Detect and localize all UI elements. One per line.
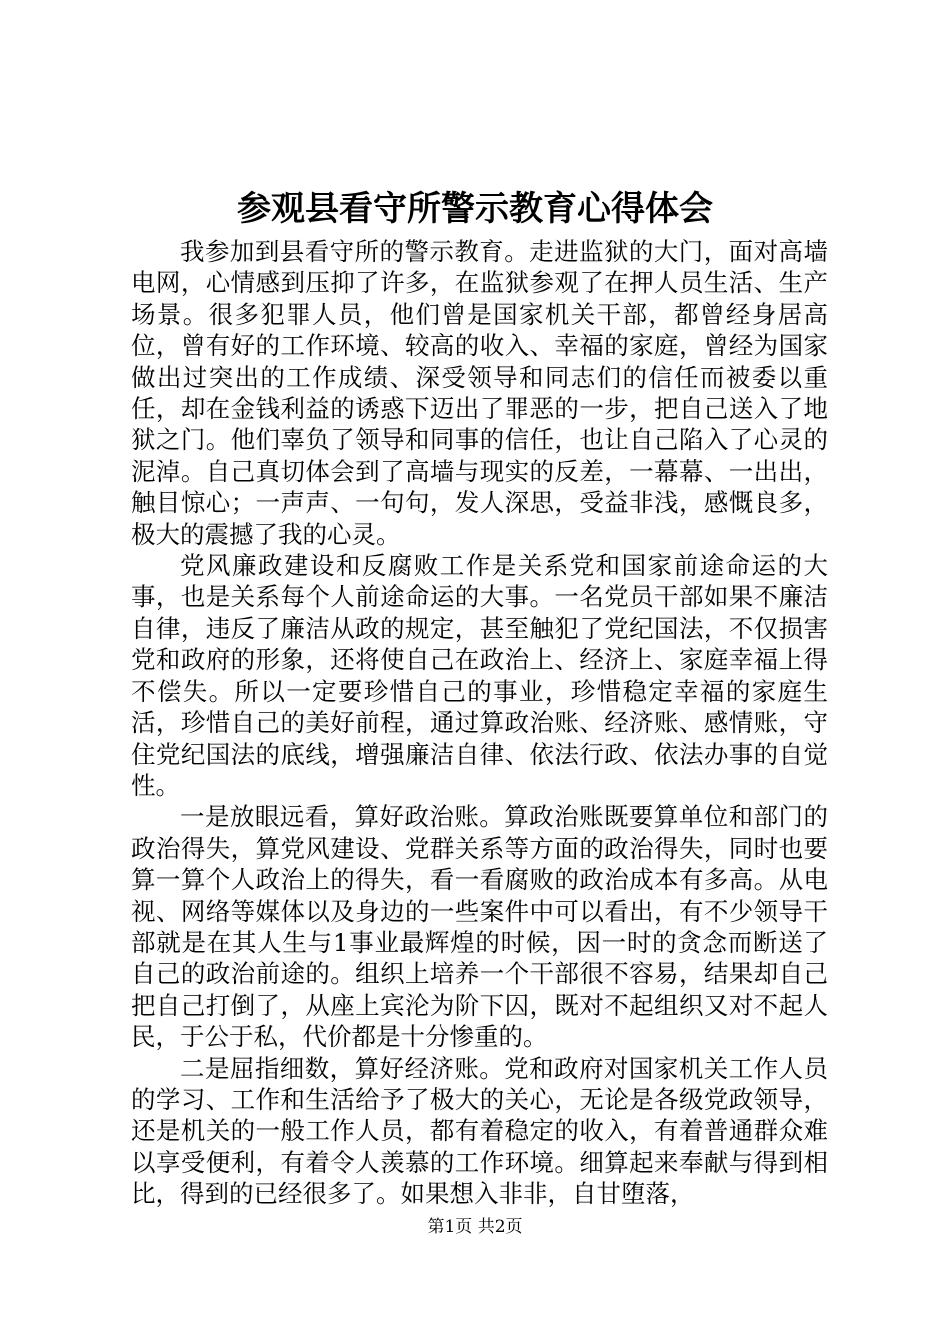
body-paragraph: 党风廉政建设和反腐败工作是关系党和国家前途命运的大事，也是关系每个人前途命运的大事。一名党员干部如果不廉洁自律，违反了廉洁从政的规定，甚至触犯了党纪国法，不仅损害党和政府的形象，还将使自己在政治上、经济上、家庭幸福上得不偿失。所以一定要珍惜自己的事业，珍惜稳定幸福的家庭生活，珍惜自己的美好前程，通过算政治账、经济账、感情账，守住党纪国法的底线，增强廉洁自律、依法行政、依法办事的自觉性。 (131, 551, 828, 800)
body-paragraph: 二是屈指细数，算好经济账。党和政府对国家机关工作人员的学习、工作和生活给予了极大的关心，无论是各级党政领导，还是机关的一般工作人员，都有着稳定的收入，有着普通群众难以享受便利，有着令人羡慕的工作环境。细算起来奉献与得到相比，得到的已经很多了。如果想入非非，自甘堕落， (131, 1053, 828, 1209)
body-paragraph: 我参加到县看守所的警示教育。走进监狱的大门，面对高墙电网，心情感到压抑了许多，在监狱参观了在押人员生活、生产场景。很多犯罪人员，他们曾是国家机关干部，都曾经身居高位，曾有好的工作环境、较高的收入、幸福的家庭，曾经为国家做出过突出的工作成绩、深受领导和同志们的信任而被委以重任，却在金钱利益的诱惑下迈出了罪恶的一步，把自己送入了地狱之门。他们辜负了领导和同事的信任，也让自己陷入了心灵的泥淖。自己真切体会到了高墙与现实的反差，一幕幕、一出出，触目惊心；一声声、一句句，发人深思，受益非浅，感慨良多，极大的震撼了我的心灵。 (131, 237, 828, 549)
document-title: 参观县看守所警示教育心得体会 (237, 189, 713, 229)
body-paragraph: 一是放眼远看，算好政治账。算政治账既要算单位和部门的政治得失，算党风建设、党群关系等方面的政治得失，同时也要算一算个人政治上的得失，看一看腐败的政治成本有多高。从电视、网络等媒体以及身边的一些案件中可以看出，有不少领导干部就是在其人生与1事业最辉煌的时候，因一时的贪念而断送了自己的政治前途的。组织上培养一个干部很不容易，结果却自己把自己打倒了，从座上宾沦为阶下囚，既对不起组织又对不起人民，于公于私，代价都是十分惨重的。 (131, 802, 828, 1052)
page-number-footer: 第1页 共2页 (427, 1217, 523, 1237)
document-body (131, 236, 828, 1210)
